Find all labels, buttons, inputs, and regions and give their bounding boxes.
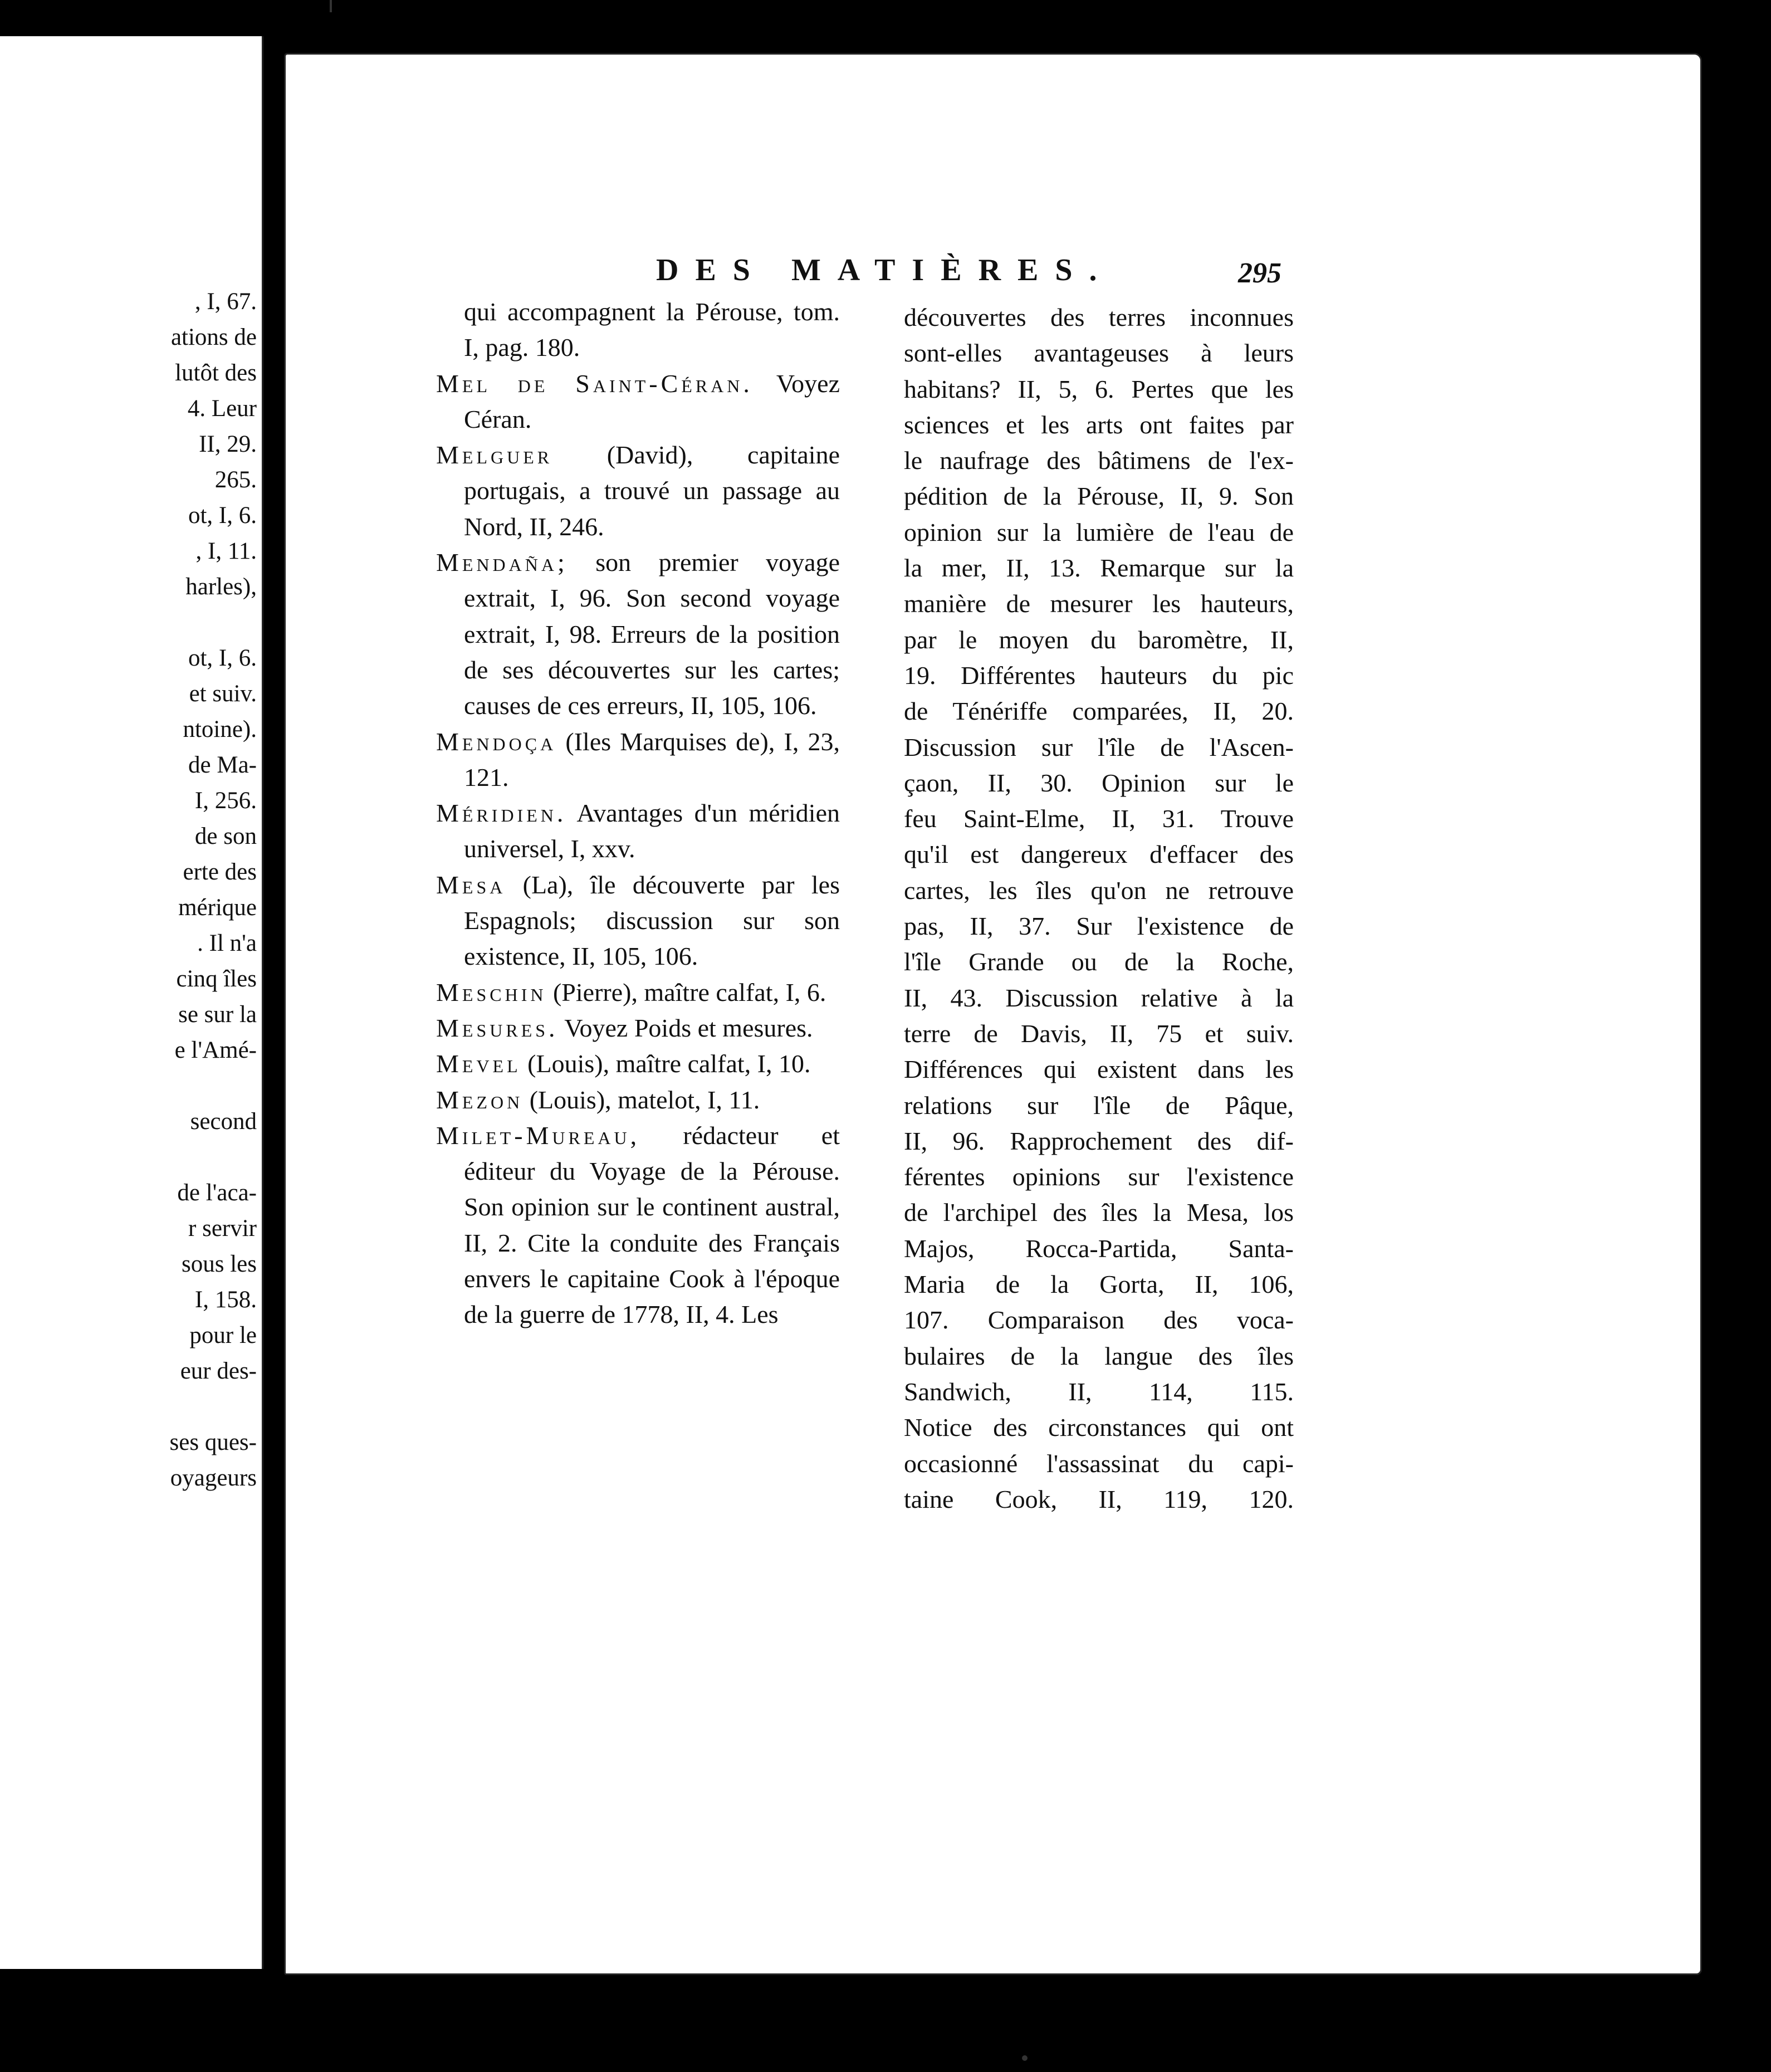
left-text-line: ot, I, 6. xyxy=(188,645,257,671)
index-column-left xyxy=(436,294,840,1333)
index-text-line: çaon, II, 30. Opinion sur le xyxy=(904,768,1294,797)
index-text-line: de Ténériffe comparées, II, 20. xyxy=(904,697,1294,726)
index-entry-text: Voyez Céran. xyxy=(464,369,840,433)
index-text-line: de l'archipel des îles la Mesa, los xyxy=(904,1198,1294,1227)
index-text-line: le naufrage des bâtimens de l'ex- xyxy=(904,446,1294,475)
right-page xyxy=(284,53,1702,1975)
index-text-line: 19. Différentes hauteurs du pic xyxy=(904,661,1294,690)
index-entry-heading: Mesures. xyxy=(436,1013,559,1042)
index-text-line: l'île Grande ou de la Roche, xyxy=(904,947,1294,976)
left-text-line xyxy=(0,1068,259,1104)
left-text-line: mérique xyxy=(178,895,257,921)
index-entry xyxy=(436,1118,840,1333)
index-column-right xyxy=(904,300,1294,1517)
index-text-line: par le moyen du baromètre, II, xyxy=(904,625,1294,654)
left-text-line: , I, 11. xyxy=(195,538,257,564)
index-entry-text: (Louis), maître calfat, I, 10. xyxy=(527,1049,811,1078)
index-entry-text: qui accompagnent la Pérouse, tom. I, pag. 180. xyxy=(464,297,840,362)
index-text-line: Majos, Rocca-Partida, Santa- xyxy=(904,1234,1294,1263)
left-text-line: e l'Amé- xyxy=(174,1037,257,1063)
index-entry-heading: Melguer xyxy=(436,441,553,470)
index-entry-text: Avantages d'un méridien universel, I, xxv. xyxy=(464,799,840,863)
index-text-line: qu'il est dangereux d'effacer des xyxy=(904,840,1294,869)
index-text-line: pédition de la Pérouse, II, 9. Son xyxy=(904,482,1294,511)
index-entry-text: (Iles Marquises de), I, 23, 121. xyxy=(464,727,840,791)
index-entry xyxy=(436,1082,840,1118)
index-entry xyxy=(436,867,840,975)
left-page-text xyxy=(0,284,259,1496)
index-text-line: manière de mesurer les hauteurs, xyxy=(904,589,1294,618)
left-text-line xyxy=(0,1389,259,1425)
left-text-line: erte des xyxy=(183,859,257,885)
left-text-line: eur des- xyxy=(180,1358,257,1384)
page-title: DES MATIÈRES. xyxy=(656,253,1114,287)
index-text-line: découvertes des terres inconnues xyxy=(904,303,1294,331)
index-entry-heading: Mendaña; xyxy=(436,548,568,577)
left-text-line: cinq îles xyxy=(176,966,257,992)
index-text-line: 107. Comparaison des voca- xyxy=(904,1306,1294,1335)
left-text-line: sous les xyxy=(182,1251,257,1277)
left-text-line: de Ma- xyxy=(188,752,257,778)
left-text-line: ntoine). xyxy=(183,716,257,742)
left-text-line xyxy=(0,1140,259,1175)
left-text-line: ot, I, 6. xyxy=(188,502,257,529)
left-text-line: second xyxy=(190,1108,257,1135)
index-entry-text: (David), capitaine portugais, a trouvé un passage au Nord, II, 246. xyxy=(464,441,840,541)
left-text-line: se sur la xyxy=(178,1001,257,1028)
left-text-line: 265. xyxy=(214,467,257,493)
index-text-line: sciences et les arts ont faites par xyxy=(904,410,1294,439)
running-header xyxy=(286,252,1700,297)
left-text-line: I, 158. xyxy=(194,1287,257,1313)
left-text-line: II, 29. xyxy=(199,431,257,457)
index-entry-text: rédacteur et éditeur du Voyage de la Pérouse. Son opinion sur le continent austral, II, 2. Cite la conduite des Français envers le capitaine Cook à l'époque de la guerre de 1778, II, 4. Les xyxy=(464,1121,840,1329)
index-text-line: taine Cook, II, 119, 120. xyxy=(904,1484,1294,1513)
index-entry-heading: Mevel xyxy=(436,1049,521,1078)
index-text-line: II, 96. Rapprochement des dif- xyxy=(904,1126,1294,1155)
index-entry xyxy=(436,1010,840,1046)
index-text-line: Maria de la Gorta, II, 106, xyxy=(904,1270,1294,1299)
index-entry-heading: Mezon xyxy=(436,1085,524,1114)
index-entry xyxy=(436,724,840,796)
index-entry xyxy=(436,795,840,867)
scan-mark xyxy=(330,0,332,12)
index-text-line: II, 43. Discussion relative à la xyxy=(904,983,1294,1012)
index-entry-heading: Milet-Mureau, xyxy=(436,1121,640,1150)
left-text-line: de l'aca- xyxy=(177,1180,257,1206)
index-text-line: cartes, les îles qu'on ne retrouve xyxy=(904,876,1294,905)
index-entry xyxy=(436,545,840,724)
left-text-line: ses ques- xyxy=(169,1429,257,1455)
page-number: 295 xyxy=(1238,257,1281,289)
left-text-line: lutôt des xyxy=(175,360,257,386)
index-entry-text: Voyez Poids et mesures. xyxy=(564,1013,813,1042)
index-entry-heading: Méridien. xyxy=(436,799,567,828)
index-text-line: occasionné l'assassinat du capi- xyxy=(904,1449,1294,1478)
index-text-line: Sandwich, II, 114, 115. xyxy=(904,1377,1294,1406)
left-text-line: 4. Leur xyxy=(187,395,257,422)
index-text-line: pas, II, 37. Sur l'existence de xyxy=(904,912,1294,941)
index-text-line: sont-elles avantageuses à leurs xyxy=(904,339,1294,368)
index-entry-heading: Mesa xyxy=(436,870,506,899)
scan-mark xyxy=(1022,2055,1028,2061)
index-entry xyxy=(436,294,840,366)
index-text-line: feu Saint-Elme, II, 31. Trouve xyxy=(904,804,1294,833)
left-text-line: , I, 67. xyxy=(194,289,257,315)
index-entry xyxy=(436,437,840,545)
index-text-line: Notice des circonstances qui ont xyxy=(904,1413,1294,1442)
index-text-line: Discussion sur l'île de l'Ascen- xyxy=(904,732,1294,761)
left-text-line: I, 256. xyxy=(194,788,257,814)
index-entry-text: (Louis), matelot, I, 11. xyxy=(529,1085,760,1114)
left-page xyxy=(0,36,263,1969)
left-text-line xyxy=(0,605,259,641)
left-text-line: r servir xyxy=(188,1215,257,1242)
index-entry-text: son premier voyage extrait, I, 96. Son second voyage extrait, I, 98. Erreurs de la position de ses découvertes sur les cartes; causes de ces erreurs, II, 105, 106. xyxy=(464,548,840,720)
left-text-line: et suiv. xyxy=(189,681,257,707)
index-entry-heading: Mendoça xyxy=(436,727,557,756)
index-entry xyxy=(436,975,840,1010)
left-text-line: oyageurs xyxy=(170,1465,257,1491)
index-text-line: férentes opinions sur l'existence xyxy=(904,1162,1294,1191)
index-text-line: bulaires de la langue des îles xyxy=(904,1341,1294,1370)
index-entry-heading: Mel de Saint-Céran. xyxy=(436,369,753,398)
index-entry xyxy=(436,1046,840,1082)
index-text-line: la mer, II, 13. Remarque sur la xyxy=(904,554,1294,583)
left-text-line: ations de xyxy=(170,324,257,350)
left-text-line: . Il n'a xyxy=(197,930,257,956)
left-text-line: harles), xyxy=(185,574,257,600)
index-text-line: relations sur l'île de Pâque, xyxy=(904,1091,1294,1120)
index-entry xyxy=(436,366,840,438)
index-text-line: opinion sur la lumière de l'eau de xyxy=(904,517,1294,546)
left-text-line: pour le xyxy=(189,1322,257,1348)
index-entry-text: (La), île découverte par les Espagnols; discussion sur son existence, II, 105, 106. xyxy=(464,870,840,971)
left-text-line: de son xyxy=(194,823,257,849)
index-entry-heading: Meschin xyxy=(436,978,547,1006)
index-text-line: habitans? II, 5, 6. Pertes que les xyxy=(904,374,1294,403)
index-entry-text: (Pierre), maître calfat, I, 6. xyxy=(552,978,826,1006)
index-text-line: terre de Davis, II, 75 et suiv. xyxy=(904,1019,1294,1048)
index-text-line: Différences qui existent dans les xyxy=(904,1055,1294,1084)
